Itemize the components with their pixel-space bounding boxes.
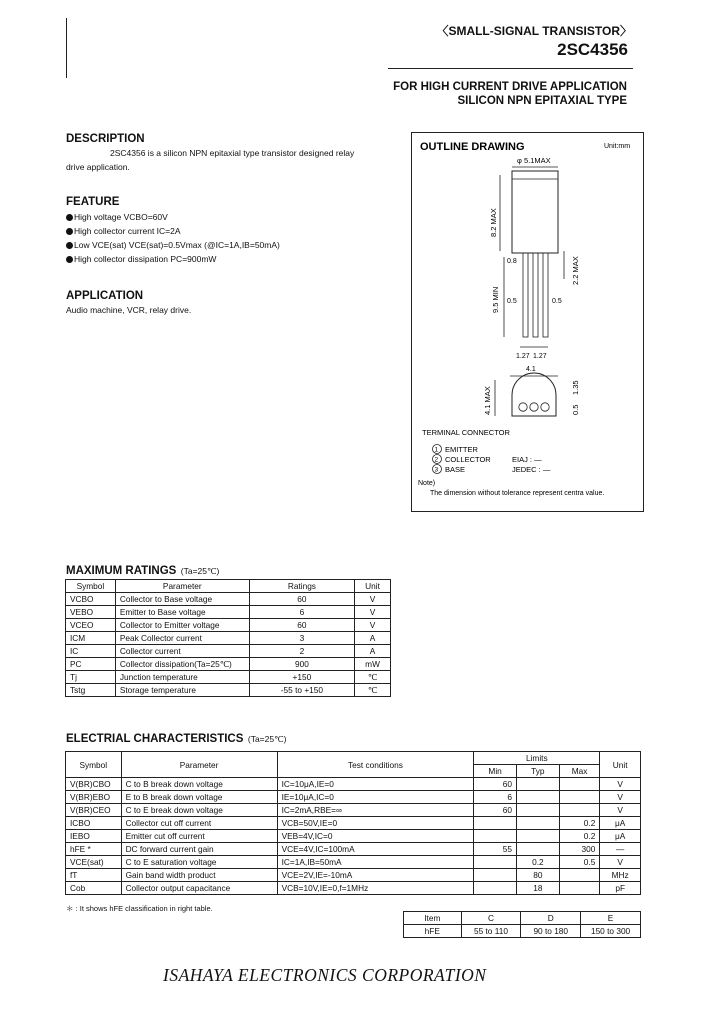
note-title: Note)	[418, 480, 436, 487]
cell-parameter: Peak Collector current	[115, 632, 249, 645]
table-header-cell: Symbol	[66, 752, 122, 778]
cell-unit: A	[355, 632, 391, 645]
cell-unit: V	[600, 791, 641, 804]
cell-range: 90 to 180	[521, 925, 581, 938]
electrical-heading	[66, 729, 286, 747]
terminal-extra: EIAJ : —	[512, 455, 542, 464]
feature-item: Low VCE(sat) VCE(sat)=0.5Vmax (@IC=1A,IB=50mA)	[66, 238, 396, 252]
cell-parameter: DC forward current gain	[121, 843, 277, 856]
cell-symbol: Cob	[66, 882, 122, 895]
electrical-condition: (Ta=25℃)	[247, 734, 287, 744]
cell-parameter: Junction temperature	[115, 671, 249, 684]
cell-unit: μA	[600, 830, 641, 843]
table-header-cell: C	[461, 912, 521, 925]
feature-list	[66, 210, 396, 266]
table-header-cell: Unit	[600, 752, 641, 778]
cell-typ	[516, 778, 559, 791]
note-text: The dimension without tolerance represent centra value.	[430, 490, 605, 497]
terminal-label: EMITTER	[445, 445, 478, 454]
cell-unit: ℃	[355, 684, 391, 697]
cell-max	[559, 882, 600, 895]
table-header-cell: D	[521, 912, 581, 925]
max-ratings-title: MAXIMUM RATINGS	[66, 565, 177, 577]
outline-title: OUTLINE DRAWING	[420, 141, 525, 153]
table-row	[66, 606, 391, 619]
table-header-cell: Typ	[516, 765, 559, 778]
pin3-icon	[541, 403, 549, 411]
cell-max: 0.2	[559, 817, 600, 830]
cell-range: 150 to 300	[581, 925, 641, 938]
table-header-row	[66, 752, 641, 765]
dim-top: φ 5.1MAX	[517, 156, 551, 165]
terminal-label: BASE	[445, 465, 466, 474]
cell-min	[474, 817, 517, 830]
transistor-body	[512, 171, 558, 253]
cell-parameter: C to B break down voltage	[121, 778, 277, 791]
bullet-icon	[66, 228, 73, 235]
cell-parameter: Gain band width product	[121, 869, 277, 882]
cell-parameter: Collector dissipation(Ta=25℃)	[115, 658, 249, 671]
cell-parameter: Collector output capacitance	[121, 882, 277, 895]
cell-condition: IE=10μA,IC=0	[277, 791, 474, 804]
cell-max: 0.5	[559, 856, 600, 869]
table-header-cell: Parameter	[121, 752, 277, 778]
dim-width: 4.1	[526, 366, 536, 373]
bullet-icon	[66, 256, 73, 263]
cell-condition: VCE=4V,IC=100mA	[277, 843, 474, 856]
cell-parameter: Storage temperature	[115, 684, 249, 697]
table-row	[66, 684, 391, 697]
cell-min: 55	[474, 843, 517, 856]
bottom-view-outline	[512, 373, 556, 416]
cell-unit: —	[600, 843, 641, 856]
bullet-icon	[66, 214, 73, 221]
cell-range: 55 to 110	[461, 925, 521, 938]
electrical-title: ELECTRIAL CHARACTERISTICS	[66, 733, 244, 745]
table-header-cell: Limits	[474, 752, 600, 765]
hfe-class-table	[403, 911, 641, 938]
cell-typ: 0.2	[516, 856, 559, 869]
feature-title: FEATURE	[66, 196, 120, 208]
application-text: Audio machine, VCR, relay drive.	[66, 305, 192, 315]
cell-min	[474, 882, 517, 895]
cell-rating: +150	[249, 671, 354, 684]
dim-pitch1: 1.27	[516, 353, 530, 360]
table-row	[66, 856, 641, 869]
cell-max	[559, 804, 600, 817]
cell-unit: V	[355, 606, 391, 619]
electrical-table	[65, 751, 641, 895]
cell-max	[559, 791, 600, 804]
dim-r2: 0.5	[571, 404, 580, 415]
cell-condition: VCB=50V,IE=0	[277, 817, 474, 830]
terminal-title: TERMINAL CONNECTOR	[422, 428, 510, 437]
feature-item: High collector current IC=2A	[66, 224, 396, 238]
lead-base	[543, 253, 548, 337]
max-ratings-table	[65, 579, 391, 697]
table-row	[66, 804, 641, 817]
table-row	[66, 619, 391, 632]
lead-collector	[533, 253, 538, 337]
cell-unit: V	[355, 619, 391, 632]
cell-min	[474, 856, 517, 869]
cell-condition: VCB=10V,IE=0,f=1MHz	[277, 882, 474, 895]
pin1-icon	[519, 403, 527, 411]
feature-item: High voltage VCBO=60V	[66, 210, 396, 224]
table-row	[66, 645, 391, 658]
max-ratings-condition: (Ta=25℃)	[180, 566, 220, 576]
header-category: 〈SMALL-SIGNAL TRANSISTOR〉	[436, 24, 632, 38]
dim-r1: 1.35	[571, 380, 580, 395]
table-header-cell: Symbol	[66, 580, 116, 593]
cell-symbol: PC	[66, 658, 116, 671]
cell-max: 300	[559, 843, 600, 856]
cell-unit: V	[600, 778, 641, 791]
cell-unit: V	[600, 804, 641, 817]
outline-unit: Unit:mm	[604, 143, 631, 150]
cell-unit: mW	[355, 658, 391, 671]
cell-typ	[516, 817, 559, 830]
cell-parameter: Collector to Base voltage	[115, 593, 249, 606]
cell-symbol: VCE(sat)	[66, 856, 122, 869]
cell-parameter: Emitter to Base voltage	[115, 606, 249, 619]
bullet-icon	[66, 242, 73, 249]
table-row	[66, 869, 641, 882]
cell-condition: VEB=4V,IC=0	[277, 830, 474, 843]
cell-max	[559, 778, 600, 791]
outline-drawing	[412, 133, 643, 511]
cell-parameter: Collector current	[115, 645, 249, 658]
table-header-cell: Min	[474, 765, 517, 778]
dim-side: 2.2 MAX	[571, 256, 580, 285]
electrical-footnote: ＊ : It shows hFE classification in right table.	[66, 904, 213, 913]
cell-typ	[516, 830, 559, 843]
cell-condition: IC=2mA,RBE=∞	[277, 804, 474, 817]
description-text	[66, 146, 401, 174]
table-header-row	[66, 580, 391, 593]
cell-min: 60	[474, 778, 517, 791]
cell-parameter: C to E saturation voltage	[121, 856, 277, 869]
terminal-num: 2	[434, 456, 439, 464]
cell-symbol: V(BR)CBO	[66, 778, 122, 791]
application-title: APPLICATION	[66, 290, 144, 302]
lead-emitter	[523, 253, 528, 337]
cell-symbol: fT	[66, 869, 122, 882]
table-header-row	[404, 912, 641, 925]
cell-typ	[516, 804, 559, 817]
cell-unit: V	[355, 593, 391, 606]
cell-unit: pF	[600, 882, 641, 895]
pin2-icon	[530, 403, 538, 411]
cell-min: 6	[474, 791, 517, 804]
terminal-label: COLLECTOR	[445, 455, 491, 464]
table-row	[66, 791, 641, 804]
cell-max: 0.2	[559, 830, 600, 843]
cell-typ: 18	[516, 882, 559, 895]
cell-rating: 60	[249, 619, 354, 632]
cell-unit: ℃	[355, 671, 391, 684]
cell-min: 60	[474, 804, 517, 817]
cell-unit: V	[600, 856, 641, 869]
table-header-cell: Item	[404, 912, 462, 925]
table-header-cell: Max	[559, 765, 600, 778]
cell-parameter: Collector cut off current	[121, 817, 277, 830]
table-row	[66, 843, 641, 856]
cell-item: hFE	[404, 925, 462, 938]
outline-drawing-box	[411, 132, 644, 512]
dim-lead1: 0.8	[507, 258, 517, 265]
table-row	[66, 778, 641, 791]
cell-max	[559, 869, 600, 882]
cell-rating: -55 to +150	[249, 684, 354, 697]
cell-rating: 6	[249, 606, 354, 619]
cell-rating: 2	[249, 645, 354, 658]
cell-rating: 60	[249, 593, 354, 606]
cell-unit: MHz	[600, 869, 641, 882]
table-header-cell: E	[581, 912, 641, 925]
table-row	[66, 817, 641, 830]
cell-symbol: Tj	[66, 671, 116, 684]
table-row	[66, 593, 391, 606]
cell-symbol: VEBO	[66, 606, 116, 619]
feature-item: High collector dissipation PC=900mW	[66, 252, 396, 266]
cell-symbol: VCEO	[66, 619, 116, 632]
cell-unit: A	[355, 645, 391, 658]
cell-symbol: ICM	[66, 632, 116, 645]
left-margin-line	[66, 18, 67, 78]
header-divider	[388, 68, 633, 69]
dim-lead-length: 9.5 MIN	[491, 286, 500, 313]
header-type-line: SILICON NPN EPITAXIAL TYPE	[457, 95, 627, 107]
cell-parameter: E to B break down voltage	[121, 791, 277, 804]
max-ratings-heading	[66, 561, 219, 579]
header-part-number: 2SC4356	[557, 40, 628, 59]
cell-typ: 80	[516, 869, 559, 882]
dim-lead2: 0.5	[507, 298, 517, 305]
terminal-extra: JEDEC : —	[512, 465, 551, 474]
cell-symbol: IEBO	[66, 830, 122, 843]
cell-typ	[516, 843, 559, 856]
header-subtitle	[393, 80, 627, 108]
cell-condition: VCE=2V,IE=-10mA	[277, 869, 474, 882]
terminal-num: 3	[434, 466, 439, 474]
cell-parameter: Collector to Emitter voltage	[115, 619, 249, 632]
cell-symbol: Tstg	[66, 684, 116, 697]
table-row	[66, 882, 641, 895]
cell-symbol: IC	[66, 645, 116, 658]
dim-body: 8.2 MAX	[489, 208, 498, 237]
terminal-num: 1	[434, 446, 439, 454]
table-header-cell: Test conditions	[277, 752, 474, 778]
dim-height: 4.1 MAX	[483, 386, 492, 415]
cell-condition: IC=10μA,IE=0	[277, 778, 474, 791]
table-row	[404, 925, 641, 938]
description-title: DESCRIPTION	[66, 133, 145, 145]
table-header-cell: Unit	[355, 580, 391, 593]
table-row	[66, 671, 391, 684]
cell-symbol: V(BR)EBO	[66, 791, 122, 804]
cell-parameter: C to E break down voltage	[121, 804, 277, 817]
header-application-line: FOR HIGH CURRENT DRIVE APPLICATION	[393, 81, 627, 93]
cell-min	[474, 830, 517, 843]
table-row	[66, 830, 641, 843]
cell-rating: 3	[249, 632, 354, 645]
table-header-cell: Parameter	[115, 580, 249, 593]
table-row	[66, 632, 391, 645]
dim-lead3: 0.5	[552, 298, 562, 305]
cell-typ	[516, 791, 559, 804]
cell-rating: 900	[249, 658, 354, 671]
table-row	[66, 658, 391, 671]
cell-symbol: hFE *	[66, 843, 122, 856]
cell-symbol: V(BR)CEO	[66, 804, 122, 817]
cell-symbol: VCBO	[66, 593, 116, 606]
cell-symbol: ICBO	[66, 817, 122, 830]
cell-min	[474, 869, 517, 882]
description-line1: 2SC4356 is a silicon NPN epitaxial type transistor designed relay	[110, 148, 355, 158]
cell-condition: IC=1A,IB=50mA	[277, 856, 474, 869]
table-header-cell: Ratings	[249, 580, 354, 593]
description-line2: drive application.	[66, 162, 130, 172]
cell-unit: μA	[600, 817, 641, 830]
company-footer: ISAHAYA ELECTRONICS CORPORATION	[163, 965, 487, 985]
cell-parameter: Emitter cut off current	[121, 830, 277, 843]
dim-pitch2: 1.27	[533, 353, 547, 360]
